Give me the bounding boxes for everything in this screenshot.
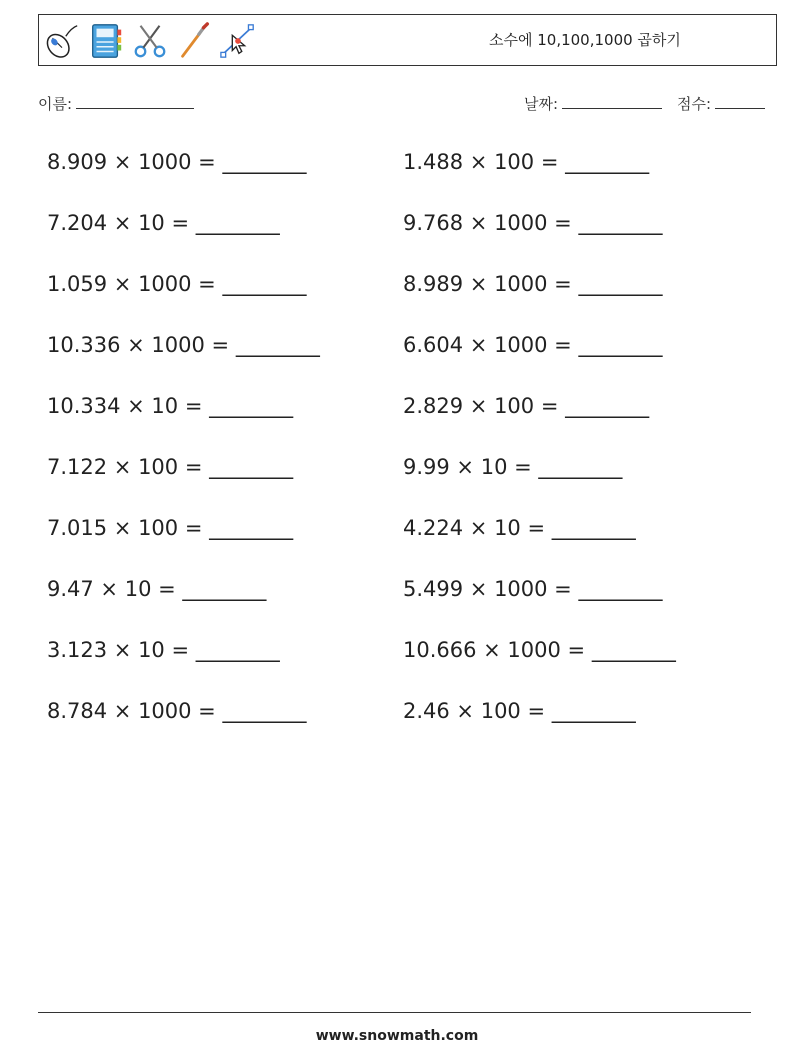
score-field: [677, 93, 765, 114]
problem-right-1: 1.488 × 100 = ________: [403, 150, 650, 174]
problem-left-4: 10.336 × 1000 = ________: [47, 333, 320, 357]
problem-right-4: 6.604 × 1000 = ________: [403, 333, 663, 357]
icon-strip: [43, 20, 257, 62]
mouse-icon: [43, 22, 81, 60]
name-blank[interactable]: [76, 94, 194, 109]
problem-left-1: 8.909 × 1000 = ________: [47, 150, 307, 174]
footer-site: www.snowmath.com: [315, 1028, 479, 1044]
date-label: 날짜:: [524, 95, 559, 113]
problem-right-6: 9.99 × 10 = ________: [403, 455, 623, 479]
name-field: [38, 93, 194, 114]
problem-right-9: 10.666 × 1000 = ________: [403, 638, 676, 662]
scissors-icon: [131, 22, 169, 60]
problem-right-7: 4.224 × 10 = ________: [403, 516, 636, 540]
problem-right-3: 8.989 × 1000 = ________: [403, 272, 663, 296]
problem-left-7: 7.015 × 100 = ________: [47, 516, 294, 540]
problem-right-10: 2.46 × 100 = ________: [403, 699, 636, 723]
score-label: 점수:: [677, 95, 712, 113]
paintbrush-icon: [175, 22, 213, 60]
date-field: [524, 93, 662, 114]
problem-left-2: 7.204 × 10 = ________: [47, 211, 280, 235]
name-label: 이름:: [38, 95, 73, 113]
problem-right-2: 9.768 × 1000 = ________: [403, 211, 663, 235]
problem-left-8: 9.47 × 10 = ________: [47, 577, 267, 601]
worksheet-header: [38, 14, 777, 66]
footer-divider: [38, 1012, 751, 1013]
problem-left-5: 10.334 × 10 = ________: [47, 394, 294, 418]
date-blank[interactable]: [562, 94, 662, 109]
score-blank[interactable]: [715, 94, 765, 109]
problem-right-5: 2.829 × 100 = ________: [403, 394, 650, 418]
problem-left-10: 8.784 × 1000 = ________: [47, 699, 307, 723]
worksheet-title: 소수에 10,100,1000 곱하기: [489, 31, 681, 49]
problem-right-8: 5.499 × 1000 = ________: [403, 577, 663, 601]
notebook-icon: [87, 22, 125, 60]
problem-left-9: 3.123 × 10 = ________: [47, 638, 280, 662]
vector-cursor-icon: [219, 22, 257, 60]
problem-left-3: 1.059 × 1000 = ________: [47, 272, 307, 296]
problem-left-6: 7.122 × 100 = ________: [47, 455, 294, 479]
